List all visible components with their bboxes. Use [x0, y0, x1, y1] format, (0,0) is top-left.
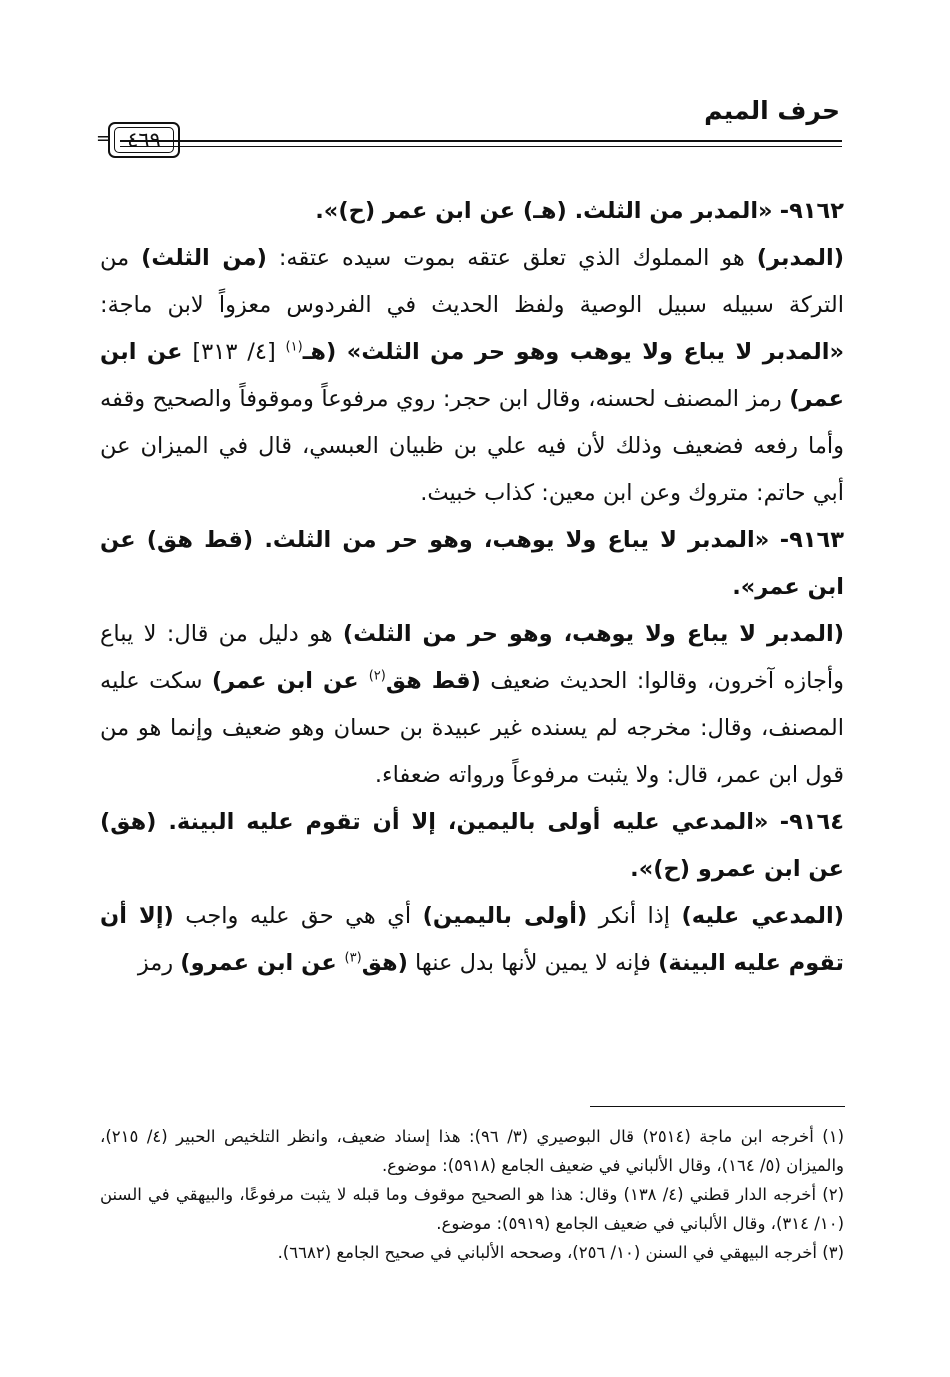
footnote-ref: (١): [285, 339, 303, 355]
hadith-entry-9164: [100, 799, 844, 893]
commentary-text: فإنه لا يمين لأنها بدل عنها: [407, 950, 659, 976]
header-rule-thin: [120, 146, 842, 147]
entry-number: ٩١٦٢-: [779, 198, 844, 224]
commentary-paragraph: [100, 611, 844, 799]
commentary-text: رمز المصنف لحسنه، وقال ابن حجر: روي مرفوعاً وموقوفاً والصحيح وقفه وأما رفعه فضعيف وذلك لأن فيه علي بن ظبيان العبسي، قال في الميزان عن أبي حاتم: متروك وعن ابن معين: كذاب خبيث.: [100, 386, 844, 506]
commentary-text: هو المملوك الذي تعلق عتقه بموت سيده عتقه:: [266, 245, 757, 271]
commentary-bold: (قط هق: [385, 668, 481, 694]
hadith-entry-9162: [100, 188, 844, 235]
hadith-text: «المدبر لا يباع ولا يوهب، وهو حر من الثلث. (قط هق) عن ابن عمر».: [100, 527, 844, 600]
commentary-paragraph: [100, 235, 844, 517]
footnote-2: (٢) أخرجه الدار قطني (٤/ ١٣٨) وقال: هذا هو الصحيح موقوف وما قبله لا يثبت مرفوعًا، والبيهقي في السنن (١٠/ ٣١٤)، وقال الألباني في ضعيف الجامع (٥٩١٩): موضوع.: [100, 1185, 844, 1233]
commentary-bold: عن ابن عمر): [100, 339, 844, 412]
footnote-ref: (٣): [344, 950, 362, 966]
commentary-paragraph: [100, 893, 844, 987]
commentary-bold: عن ابن عمرو): [180, 950, 345, 976]
main-text: [100, 188, 844, 987]
footnote-3: (٣) أخرجه البيهقي في السنن (١٠/ ٢٥٦)، وصححه الألباني في صحيح الجامع (٦٦٨٢).: [277, 1243, 844, 1262]
commentary-text: هو دليل من قال: لا يباع وأجازه آخرون، وقالوا: الحديث ضعيف: [100, 621, 845, 694]
commentary-bold: (إلا أن تقوم عليه البينة): [100, 903, 844, 976]
commentary-text: إذا أنكر: [587, 903, 682, 929]
footnote-separator: [590, 1106, 845, 1107]
commentary-bold: (المدبر لا يباع ولا يوهب، وهو حر من الثلث): [342, 621, 844, 647]
hadith-text: «المدبر من الثلث. (هـ) عن ابن عمر (ح)».: [315, 198, 773, 224]
header-rule: [120, 140, 842, 142]
hadith-entry-9163: [100, 517, 844, 611]
commentary-text: رمز: [137, 950, 181, 976]
commentary-text: أي هي حق عليه واجب: [173, 903, 423, 929]
footnotes: [100, 1122, 844, 1267]
commentary-bold: (المدعي عليه): [681, 903, 844, 929]
commentary-bold: «المدبر لا يباع ولا يوهب وهو حر من الثلث»: [346, 339, 844, 365]
commentary-text: سكت عليه المصنف، وقال: مخرجه لم يسنده غير عبيدة بن حسان وهو ضعيف وإنما هو من قول ابن عمر، قال: ولا يثبت مرفوعاً ورواته ضعفاء.: [100, 668, 844, 788]
footnote-1: (١) أخرجه ابن ماجة (٢٥١٤) قال البوصيري (٣/ ٩٦): هذا إسناد ضعيف، وانظر التلخيص الحبير (٤/ ٢١٥)، والميزان (٥/ ١٦٤)، وقال الألباني في ضعيف الجامع (٥٩١٨): موضوع.: [100, 1127, 845, 1175]
footnote-ref: (٢): [368, 668, 386, 684]
entry-number: ٩١٦٣-: [779, 527, 844, 553]
chapter-title: حرف الميم: [704, 96, 840, 125]
page-number: ٤٦٩: [127, 128, 161, 152]
commentary-text: من التركة سبيله سبيل الوصية ولفظ الحديث في الفردوس معزواً لابن ماجة:: [100, 245, 844, 318]
commentary-bold: (هـ: [302, 339, 347, 365]
commentary-bold: (من الثلث): [141, 245, 267, 271]
commentary-bold: عن ابن عمر): [211, 668, 369, 694]
commentary-text: [٤/ ٣١٣]: [182, 339, 286, 365]
commentary-bold: (أولى باليمين): [422, 903, 588, 929]
commentary-bold: (هق: [361, 950, 408, 976]
rule-end-mark: =: [96, 128, 112, 149]
commentary-bold: (المدبر): [756, 245, 844, 271]
page-number-box: [108, 122, 180, 158]
entry-number: ٩١٦٤-: [779, 809, 844, 835]
hadith-text: «المدعي عليه أولى باليمين، إلا أن تقوم عليه البينة. (هق) عن ابن عمرو (ح)».: [100, 809, 844, 882]
